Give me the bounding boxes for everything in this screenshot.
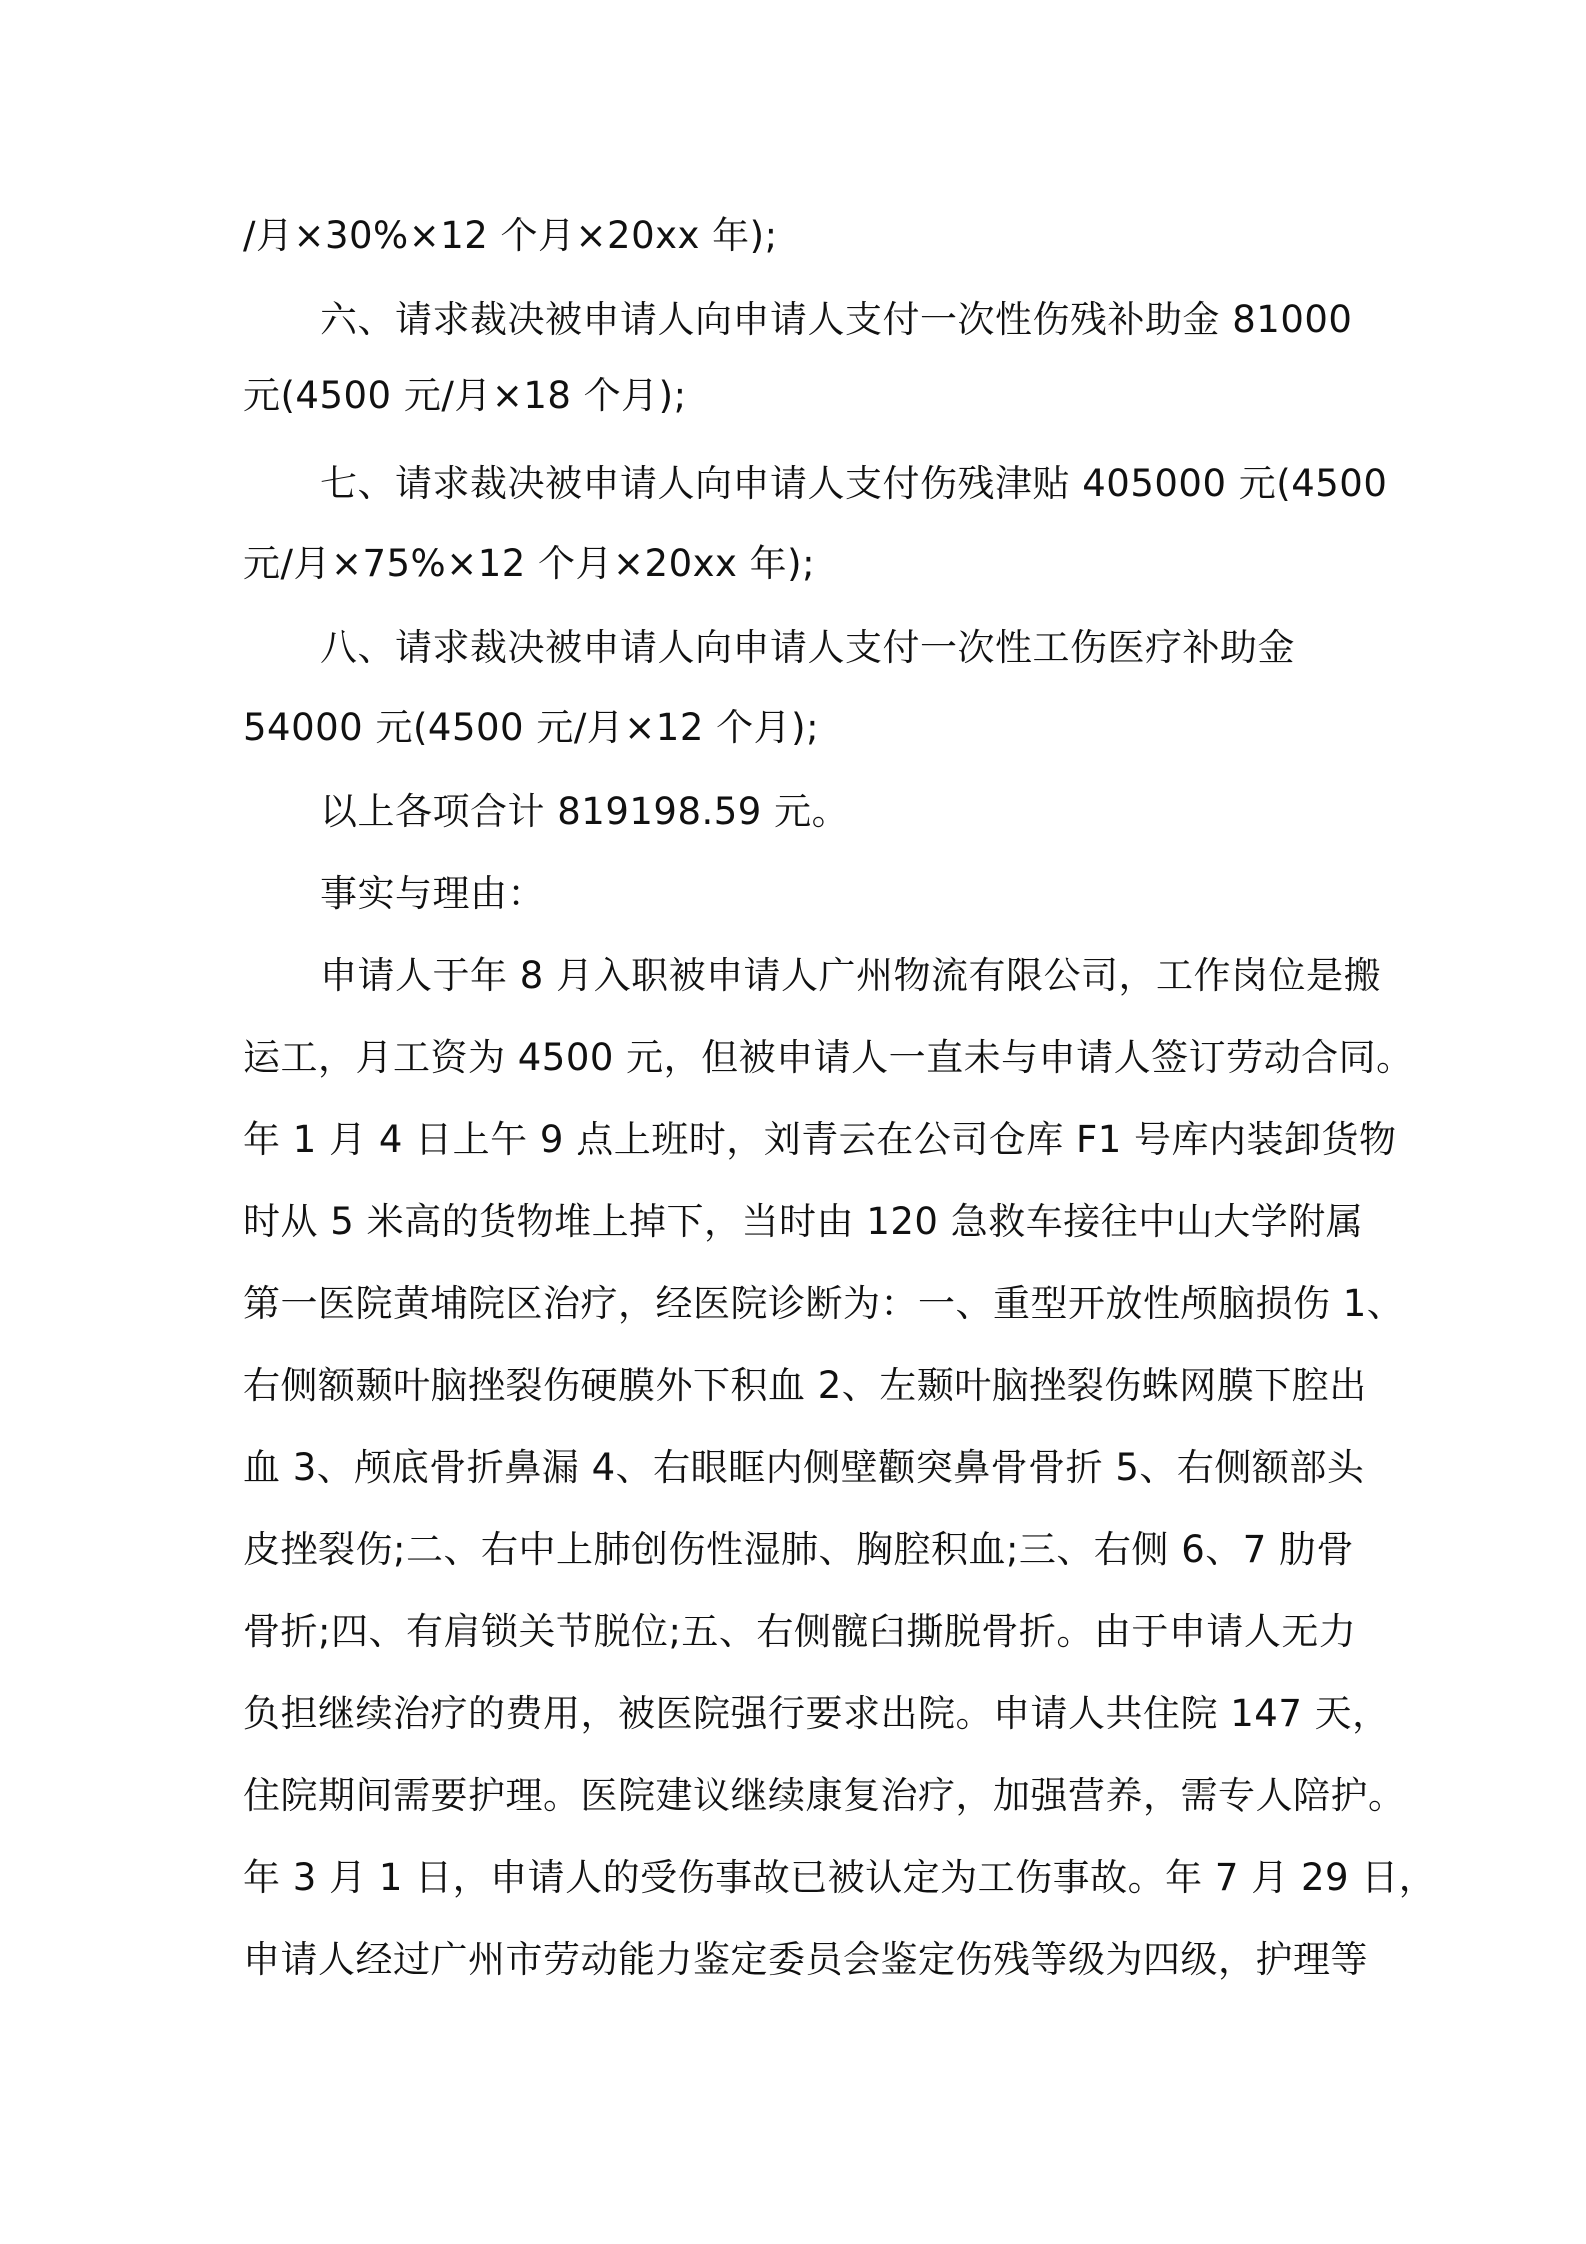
text-line: 六、请求裁决被申请人向申请人支付一次性伤残补助金 81000	[320, 298, 1353, 341]
text-line: 年 3 月 1 日，申请人的受伤事故已被认定为工伤事故。年 7 月 29 日，	[243, 1856, 1437, 1899]
text-line: 血 3、颅底骨折鼻漏 4、右眼眶内侧壁颧突鼻骨骨折 5、右侧额部头	[243, 1446, 1365, 1489]
text-line: 住院期间需要护理。医院建议继续康复治疗，加强营养，需专人陪护。	[243, 1774, 1406, 1817]
text-line: 申请人经过广州市劳动能力鉴定委员会鉴定伤残等级为四级，护理等	[243, 1938, 1368, 1981]
text-line: 年 1 月 4 日上午 9 点上班时，刘青云在公司仓库 F1 号库内装卸货物	[243, 1118, 1397, 1161]
text-line: /月×30%×12 个月×20xx 年);	[243, 214, 778, 257]
text-line: 皮挫裂伤;二、右中上肺创伤性湿肺、胸腔积血;三、右侧 6、7 肋骨	[243, 1528, 1355, 1571]
text-line: 第一医院黄埔院区治疗，经医院诊断为：一、重型开放性颅脑损伤 1、	[243, 1282, 1405, 1325]
text-line: 申请人于年 8 月入职被申请人广州物流有限公司，工作岗位是搬	[320, 954, 1382, 997]
text-line: 以上各项合计 819198.59 元。	[320, 790, 850, 833]
section-heading: 事实与理由：	[320, 872, 545, 915]
text-line: 骨折;四、有肩锁关节脱位;五、右侧髋臼撕脱骨折。由于申请人无力	[243, 1610, 1357, 1653]
text-line: 八、请求裁决被申请人向申请人支付一次性工伤医疗补助金	[320, 626, 1295, 669]
text-line: 运工，月工资为 4500 元，但被申请人一直未与申请人签订劳动合同。	[243, 1036, 1414, 1079]
text-line: 七、请求裁决被申请人向申请人支付伤残津贴 405000 元(4500	[320, 462, 1388, 505]
text-line: 时从 5 米高的货物堆上掉下，当时由 120 急救车接往中山大学附属	[243, 1200, 1364, 1243]
text-line: 右侧额颞叶脑挫裂伤硬膜外下积血 2、左颞叶脑挫裂伤蛛网膜下腔出	[243, 1364, 1367, 1407]
text-line: 元/月×75%×12 个月×20xx 年);	[243, 542, 816, 585]
text-line: 元(4500 元/月×18 个月);	[243, 374, 687, 417]
text-line: 负担继续治疗的费用，被医院强行要求出院。申请人共住院 147 天，	[243, 1692, 1390, 1735]
text-line: 54000 元(4500 元/月×12 个月);	[243, 706, 820, 749]
